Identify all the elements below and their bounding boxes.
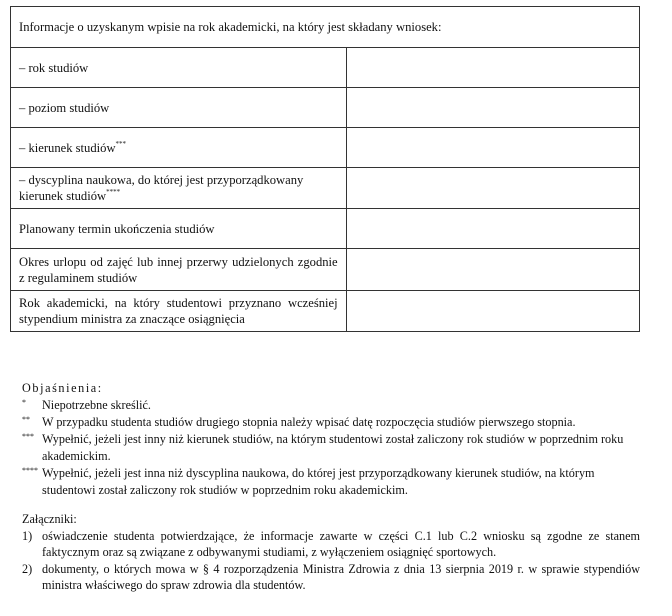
table-row	[11, 249, 640, 291]
info-table	[10, 6, 640, 332]
row-label: – dyscyplina naukowa, do której jest przyporządkowany kierunek studiów****	[11, 168, 347, 209]
row-value-field[interactable]	[346, 249, 639, 291]
attachment-item	[22, 561, 640, 594]
row-value-field[interactable]	[346, 291, 639, 332]
table-header: Informacje o uzyskanym wpisie na rok akademicki, na który jest składany wniosek:	[11, 7, 640, 48]
table-row	[11, 88, 640, 128]
footnote-marker: ***	[22, 432, 34, 441]
row-value-field[interactable]	[346, 48, 639, 88]
table-row	[11, 168, 640, 209]
row-value-field[interactable]	[346, 209, 639, 249]
footnote-text: Niepotrzebne skreślić.	[42, 398, 151, 412]
attachment-item	[22, 528, 640, 561]
row-label: Rok akademicki, na który studentowi przyznano wcześniej stypendium ministra za znaczące osiągnięcia	[11, 291, 347, 332]
footnote-text: Wypełnić, jeżeli jest inny niż kierunek studiów, na którym studentowi został zaliczony rok studiów w poprzednim roku akademickim.	[42, 432, 624, 463]
footnote-marker: **	[22, 415, 30, 424]
attachment-number: 2)	[22, 561, 33, 576]
row-label: Okres urlopu od zajęć lub innej przerwy udzielonych zgodnie z regulaminem studiów	[11, 249, 347, 291]
row-value-field[interactable]	[346, 128, 639, 168]
attachment-number: 1)	[22, 528, 33, 543]
explanations-heading: Objaśnienia:	[22, 381, 103, 395]
table-row	[11, 128, 640, 168]
row-value-field[interactable]	[346, 88, 639, 128]
footnote-marker: ***	[115, 139, 127, 148]
footnote-marker: ****	[22, 466, 38, 475]
row-label: Planowany termin ukończenia studiów	[11, 209, 347, 249]
attachments-heading: Załączniki:	[22, 512, 77, 526]
footnote	[22, 431, 640, 465]
table-row	[11, 291, 640, 332]
table-row	[11, 48, 640, 88]
row-label: – rok studiów	[11, 48, 347, 88]
footnote-text: W przypadku studenta studiów drugiego stopnia należy wpisać datę rozpoczęcia studiów pierwszego stopnia.	[42, 415, 576, 429]
footnote-marker: *	[22, 398, 26, 407]
explanations-section	[22, 380, 640, 499]
attachments-section	[22, 511, 640, 594]
footnote	[22, 465, 640, 499]
table-row	[11, 209, 640, 249]
footnote-text: Wypełnić, jeżeli jest inna niż dyscyplina naukowa, do której jest przyporządkowany kierunek studiów, na którym studentowi został zaliczony rok studiów w poprzednim roku akademickim.	[42, 466, 595, 497]
footnote	[22, 397, 640, 414]
row-label: – kierunek studiów***	[11, 128, 347, 168]
attachment-text: oświadczenie studenta potwierdzające, że informacje zawarte w części C.1 lub C.2 wniosku są zgodne ze stanem faktycznym oraz są związane z odbywanymi studiami, z wyłączeniem osiągnięć sportowych.	[42, 528, 640, 559]
footnote-marker: ****	[106, 188, 121, 196]
row-label: – poziom studiów	[11, 88, 347, 128]
row-value-field[interactable]	[346, 168, 639, 209]
attachment-text: dokumenty, o których mowa w § 4 rozporządzenia Ministra Zdrowia z dnia 13 sierpnia 2019 r. w sprawie stypendiów ministra właściwego do spraw zdrowia dla studentów.	[42, 561, 640, 592]
footnote	[22, 414, 640, 431]
table-header-row	[11, 7, 640, 48]
